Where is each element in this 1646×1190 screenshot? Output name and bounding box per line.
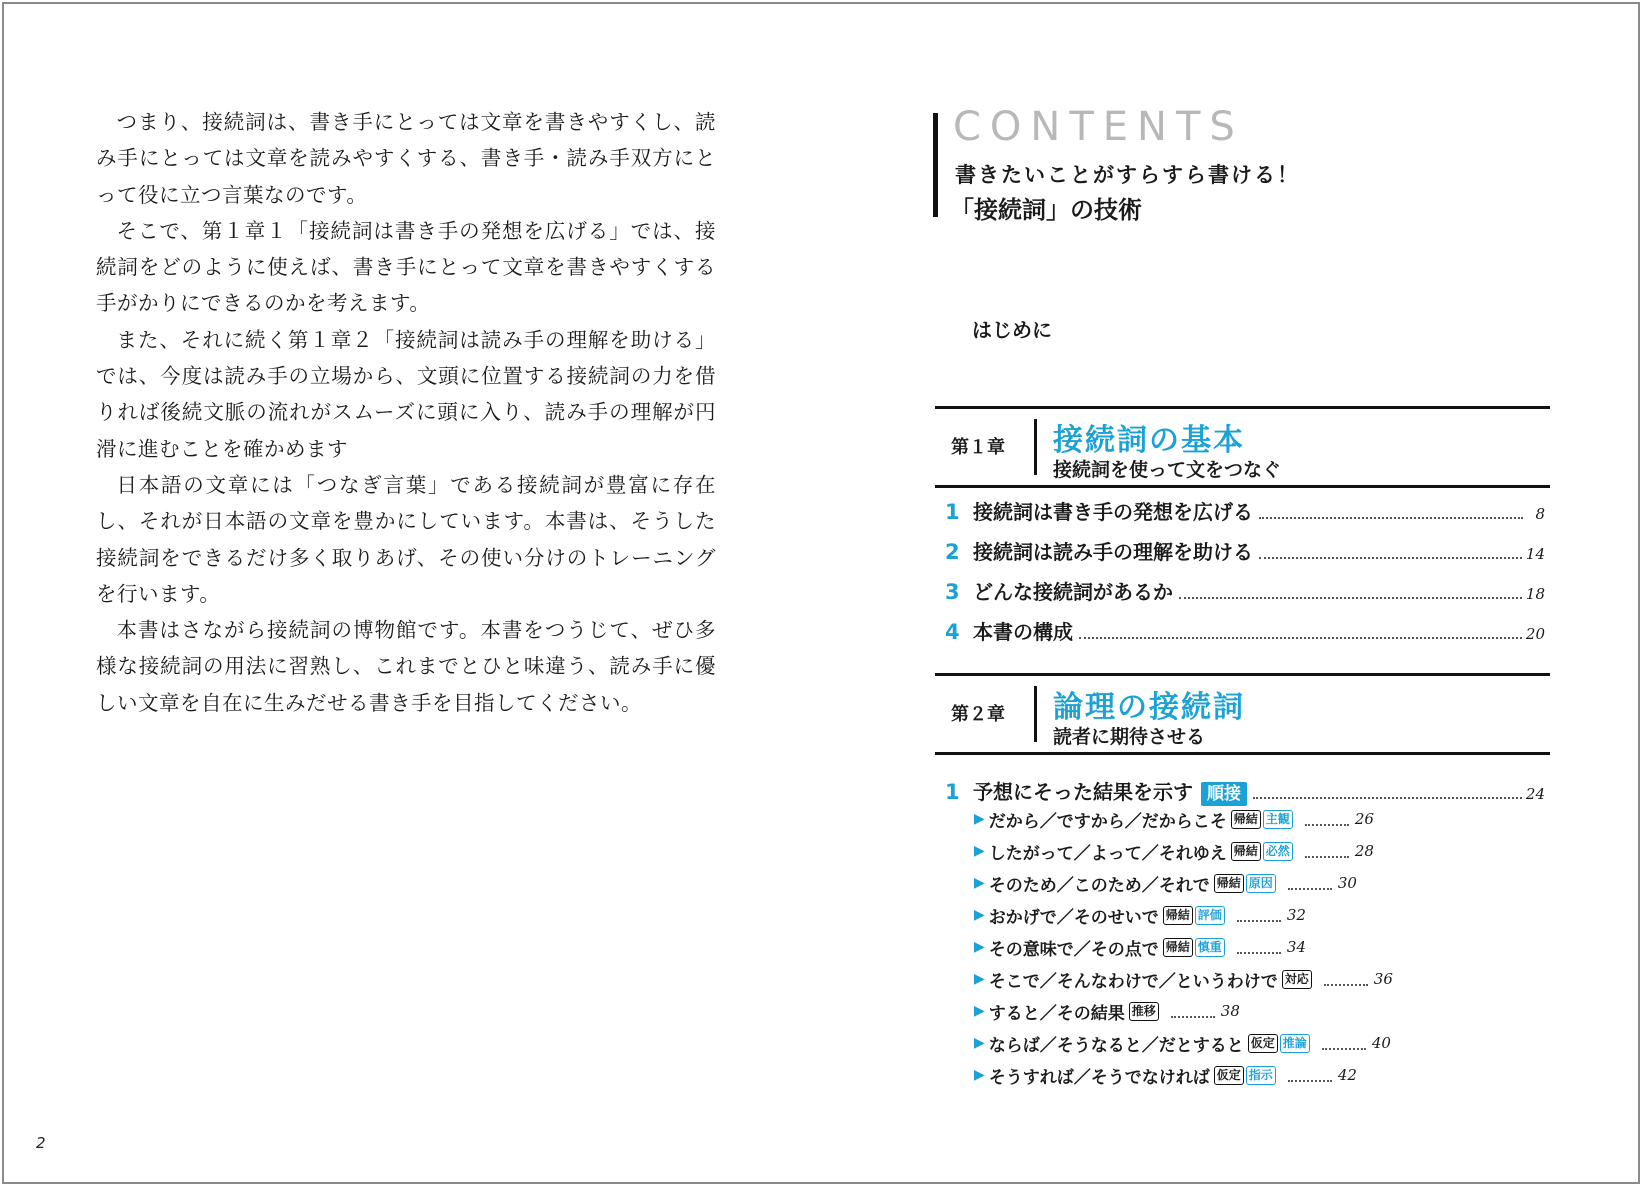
toc-entry-title: 接続詞は書き手の発想を広げる [973, 500, 1253, 524]
toc-entry[interactable] [945, 496, 1545, 526]
toc-entry[interactable] [945, 576, 1545, 606]
book-title-line2: 「接続詞」の技術 [950, 196, 1142, 224]
toc-entry-page: 8 [1535, 505, 1545, 523]
triangle-bullet-icon: ▶ [974, 875, 985, 891]
leader-dots [1237, 940, 1281, 954]
chapter-divider [1034, 686, 1037, 742]
toc-entry-number: 4 [945, 620, 960, 644]
toc-section[interactable] [945, 776, 1545, 806]
toc-entry[interactable] [945, 536, 1545, 566]
toc-entry-title: 接続詞は読み手の理解を助ける [973, 540, 1253, 564]
type-tag: 帰結 [1214, 874, 1244, 893]
type-tag: 推移 [1129, 1002, 1159, 1021]
triangle-bullet-icon: ▶ [974, 1035, 985, 1051]
subentry-title: おかげで／そのせいで [988, 907, 1159, 928]
chapter-subtitle: 接続詞を使って文をつなぐ [1053, 459, 1282, 481]
leader-dots [1079, 637, 1522, 639]
category-badge: 順接 [1201, 782, 1247, 806]
toc-subentry[interactable] [974, 933, 1306, 961]
toc-entry-number: 1 [945, 500, 960, 524]
subentry-title: だから／ですから／だからこそ [988, 811, 1227, 832]
triangle-bullet-icon: ▶ [974, 971, 985, 987]
paragraph: また、それに続く第１章２「接続詞は読み手の理解を助ける」では、今度は読み手の立場から、文頭に位置する接続詞の力を借りれば後続文脈の流れがスムーズに頭に入り、読み手の理解が円滑に進むことを確かめます [96, 327, 716, 461]
toc-entry-title: どんな接続詞があるか [973, 580, 1173, 604]
leader-dots [1253, 797, 1522, 799]
type-tag: 仮定 [1214, 1066, 1244, 1085]
chapter-1-header [935, 406, 1550, 488]
toc-entry-page: 18 [1525, 585, 1545, 603]
leader-dots [1179, 597, 1522, 599]
toc-subentry[interactable] [974, 1061, 1357, 1089]
toc-entry-page: 24 [1525, 785, 1545, 803]
subentry-page: 30 [1337, 874, 1357, 892]
toc-entry-page: 14 [1525, 545, 1545, 563]
toc-intro[interactable]: はじめに [972, 318, 1052, 342]
toc-subentry[interactable] [974, 965, 1393, 993]
nuance-tag: 指示 [1246, 1066, 1276, 1085]
toc-subentry[interactable] [974, 869, 1357, 897]
triangle-bullet-icon: ▶ [974, 843, 985, 859]
triangle-bullet-icon: ▶ [974, 907, 985, 923]
page-number: 2 [36, 1134, 46, 1152]
subentry-page: 32 [1286, 906, 1306, 924]
chapter-subtitle: 読者に期待させる [1053, 726, 1206, 748]
contents-heading: CONTENTS [953, 104, 1244, 150]
subentry-title: ならば／そうなると／だとすると [988, 1035, 1244, 1056]
subentry-page: 28 [1354, 842, 1374, 860]
chapter-title[interactable]: 接続詞の基本 [1053, 423, 1245, 458]
nuance-tag: 評価 [1195, 906, 1225, 925]
subentry-title: そのため／このため／それで [988, 875, 1210, 896]
toc-entry-title: 本書の構成 [973, 620, 1073, 644]
type-tag: 帰結 [1163, 938, 1193, 957]
leader-dots [1324, 972, 1368, 986]
leader-dots [1305, 844, 1349, 858]
subentry-title: そうすれば／そうでなければ [988, 1067, 1210, 1088]
nuance-tag: 原因 [1246, 874, 1276, 893]
toc-subentry[interactable] [974, 805, 1374, 833]
contents-accent-bar [933, 113, 938, 217]
toc-entry-page: 20 [1525, 625, 1545, 643]
chapter-title[interactable]: 論理の接続詞 [1053, 690, 1245, 725]
chapter-number: 第２章 [951, 704, 1005, 725]
toc-subentry[interactable] [974, 901, 1306, 929]
chapter-number: 第１章 [951, 437, 1005, 458]
nuance-tag: 慎重 [1195, 938, 1225, 957]
toc-subentry[interactable] [974, 837, 1374, 865]
leader-dots [1288, 876, 1332, 890]
toc-entry[interactable] [945, 616, 1545, 646]
type-tag: 帰結 [1231, 810, 1261, 829]
nuance-tag: 必然 [1263, 842, 1293, 861]
leader-dots [1305, 812, 1349, 826]
subentry-page: 36 [1373, 970, 1393, 988]
subentry-title: すると／その結果 [988, 1003, 1125, 1024]
triangle-bullet-icon: ▶ [974, 1003, 985, 1019]
subentry-page: 26 [1354, 810, 1374, 828]
leader-dots [1322, 1036, 1366, 1050]
nuance-tag: 主観 [1263, 810, 1293, 829]
book-title-line1: 書きたいことがすらすら書ける！ [955, 163, 1300, 187]
type-tag: 帰結 [1231, 842, 1261, 861]
type-tag: 仮定 [1248, 1034, 1278, 1053]
toc-entry-title: 予想にそった結果を示す [973, 780, 1193, 804]
toc-entry-number: 3 [945, 580, 960, 604]
triangle-bullet-icon: ▶ [974, 939, 985, 955]
chapter-2-header [935, 673, 1550, 755]
paragraph: そこで、第１章１「接続詞は書き手の発想を広げる」では、接続詞をどのように使えば、書き手にとって文章を書きやすくする手がかりにできるのかを考えます。 [96, 218, 716, 316]
subentry-page: 42 [1337, 1066, 1357, 1084]
chapter-divider [1034, 419, 1037, 475]
paragraph: 本書はさながら接続詞の博物館です。本書をつうじて、ぜひ多様な接続詞の用法に習熟し、これまでとひと味違う、読み手に優しい文章を自在に生みだせる書き手を目指してください。 [96, 618, 716, 715]
paragraph: つまり、接続詞は、書き手にとっては文章を書きやすくし、読み手にとっては文章を読みやすくする、書き手・読み手双方にとって役に立つ言葉なのです。 [96, 110, 716, 207]
subentry-title: したがって／よって／それゆえ [988, 843, 1227, 864]
left-page-body [96, 104, 716, 721]
paragraph: 日本語の文章には「つなぎ言葉」である接続詞が豊富に存在し、それが日本語の文章を豊かにしています。本書は、そうした接続詞をできるだけ多く取りあげ、その使い分けのトレーニングを行います。 [96, 472, 716, 606]
triangle-bullet-icon: ▶ [974, 811, 985, 827]
toc-subentry[interactable] [974, 1029, 1391, 1057]
subentry-title: そこで／そんなわけで／というわけで [988, 971, 1278, 992]
leader-dots [1259, 517, 1523, 519]
subentry-page: 34 [1286, 938, 1306, 956]
subentry-page: 40 [1371, 1034, 1391, 1052]
leader-dots [1237, 908, 1281, 922]
type-tag: 対応 [1282, 970, 1312, 989]
subentry-page: 38 [1220, 1002, 1240, 1020]
leader-dots [1171, 1004, 1215, 1018]
toc-entry-number: 2 [945, 540, 960, 564]
triangle-bullet-icon: ▶ [974, 1067, 985, 1083]
toc-entry-number: 1 [945, 780, 960, 804]
toc-subentry[interactable] [974, 997, 1240, 1025]
leader-dots [1259, 557, 1522, 559]
subentry-title: その意味で／その点で [988, 939, 1159, 960]
nuance-tag: 推論 [1280, 1034, 1310, 1053]
type-tag: 帰結 [1163, 906, 1193, 925]
leader-dots [1288, 1068, 1332, 1082]
